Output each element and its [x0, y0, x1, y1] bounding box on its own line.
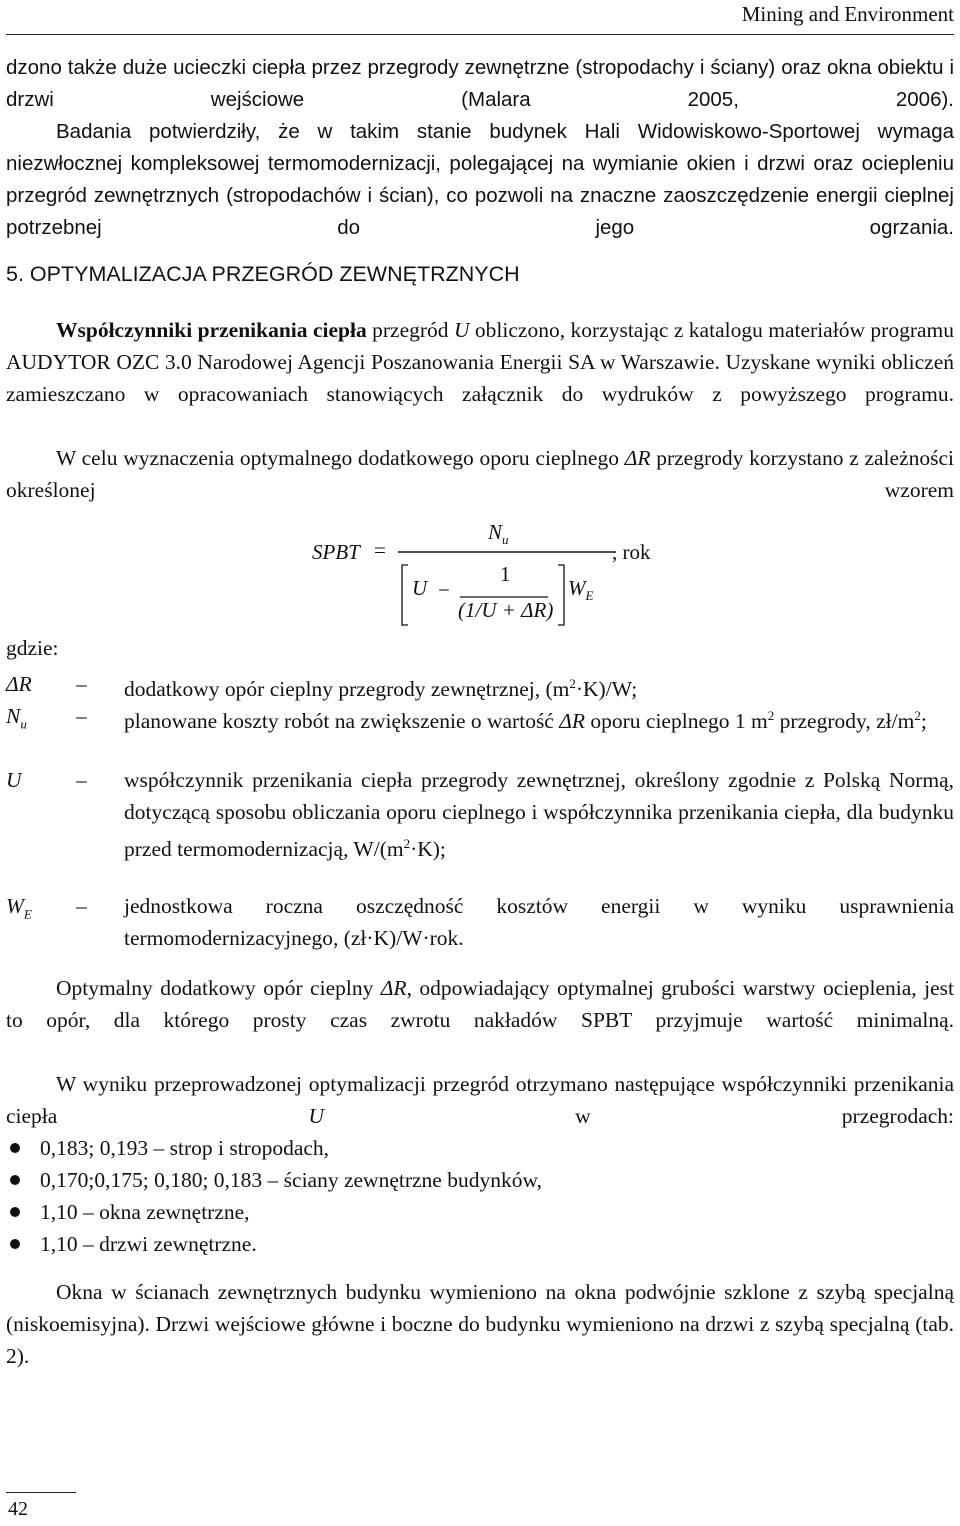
formula-lhs: SPBT [312, 540, 360, 564]
left-bracket [402, 565, 408, 625]
u-values-list [6, 1132, 954, 1260]
bullet-icon [10, 1207, 20, 1217]
bullet-icon [10, 1239, 20, 1249]
formula-numerator: $N_u$ [488, 520, 509, 548]
definition-dash: – [76, 672, 87, 696]
definition-symbol: ΔR [6, 672, 32, 696]
footer-rule [6, 1492, 76, 1493]
page [6, 0, 954, 1526]
formula-inner-denominator: (1/U + ΔR) [458, 598, 554, 622]
list-item: 1,10 – drzwi zewnętrzne. [6, 1228, 954, 1260]
definition-text: planowane koszty robót na zwiększenie o wartość ΔR oporu cieplnego 1 $m^2$ przegrody, $zł/m^2$; [124, 708, 927, 734]
definition-symbol: $W_E$ [6, 894, 32, 922]
closing-paragraph: Okna w ścianach zewnętrznych budynku wymieniono na okna podwójnie szklone z szybą specjalną (niskoemisyjna). Drzwi wejściowe główne i boczne do budynku wymieniono na drzwi z szybą specjalną (tab. 2). [6, 1280, 954, 1368]
definition-item [6, 764, 954, 865]
journal-title: Mining and Environment [741, 2, 954, 26]
formula-minus: − [438, 578, 450, 602]
spbt-formula [312, 518, 672, 634]
right-bracket [558, 565, 564, 625]
section-heading: 5. OPTYMALIZACJA PRZEGRÓD ZEWNĘTRZNYCH [6, 262, 520, 286]
bold-term: Współczynniki przenikania ciepła [56, 318, 367, 342]
intro-paragraph-2: Badania potwierdziły, że w takim stanie budynek Hali Widowiskowo-Sportowej wymaga niezwłocznej kompleksowej termomodernizacji, polegającej na wymianie okien i drzwi oraz ociepleniu przegród zewnętrznych (stropodachów i ścian), co pozwoli na znaczne zaoszczędzenie energii cieplnej potrzebnej do jego ogrzania. [6, 120, 954, 239]
definition-dash: – [76, 704, 87, 728]
formula-WE: $W_E$ [568, 576, 594, 604]
optimum-paragraph-2: W wyniku przeprowadzonej optymalizacji przegród otrzymano następujące współczynniki przenikania ciepła U w przegrodach: [6, 1072, 955, 1128]
intro-paragraph-1: dzono także duże ucieczki ciepła przez przegrody zewnętrzne (stropodachy i ściany) oraz okna obiektu i drzwi wejściowe (Malara 2005, 2006). [6, 56, 954, 111]
definition-text: jednostkowa roczna oszczędność kosztów energii w wyniku usprawnienia termomodernizacyjnego, (zł·K)/W·rok. [124, 894, 954, 950]
section-paragraph-2: W celu wyznaczenia optymalnego dodatkowego oporu cieplnego ΔR przegrody korzystano z zależności określonej wzorem [6, 446, 954, 502]
definition-dash: – [76, 894, 87, 918]
bullet-icon [10, 1175, 20, 1185]
optimum-paragraph-1: Optymalny dodatkowy opór cieplny ΔR, odpowiadający optymalnej grubości warstwy ocieplenia, jest to opór, dla którego prosty czas zwrotu nakładów SPBT przyjmuje wartość minimalną. [6, 976, 954, 1032]
definition-text: współczynnik przenikania ciepła przegrody zewnętrznej, określony zgodnie z Polską Normą, dotyczącą sposobu obliczania oporu cieplnego i współczynnika przenikania ciepła, dla budynku przed termomodernizacją, $W/(m^2\cdot K)$; [124, 768, 954, 862]
formula-one: 1 [500, 562, 511, 586]
page-number: 42 [8, 1498, 28, 1520]
formula-suffix: , rok [612, 540, 651, 564]
list-item: 1,10 – okna zewnętrzne, [6, 1196, 954, 1228]
bullet-icon [10, 1143, 20, 1153]
symbol-delta-R: ΔR [380, 976, 407, 1000]
definition-item [6, 890, 954, 954]
list-item: 0,183; 0,193 – strop i stropodach, [6, 1132, 954, 1164]
running-header [6, 0, 954, 35]
definition-symbol: $N_u$ [6, 704, 27, 732]
definition-symbol: U [6, 768, 22, 792]
definition-text: dodatkowy opór cieplny przegrody zewnętrznej, $(m^2\cdot K)/W$; [124, 676, 638, 702]
section-paragraph-1: Współczynniki przenikania ciepła przegród U obliczono, korzystając z katalogu materiałów programu AUDYTOR OZC 3.0 Narodowej Agencji Poszanowania Energii SA w Warszawie. Uzyskane wyniki obliczeń zamieszczano w opracowaniach stanowiących załącznik do wydruków z powyższego programu. [6, 318, 954, 406]
where-label: gdzie: [6, 636, 59, 660]
definition-dash: – [76, 768, 87, 792]
symbol-U: U [308, 1104, 324, 1128]
formula-U: U [412, 576, 428, 600]
symbol-U: U [453, 318, 470, 342]
symbol-delta-R: ΔR [624, 446, 651, 470]
list-item: 0,170;0,175; 0,180; 0,183 – ściany zewnętrzne budynków, [6, 1164, 954, 1196]
formula-equals: = [374, 538, 386, 562]
definition-item [6, 700, 954, 737]
